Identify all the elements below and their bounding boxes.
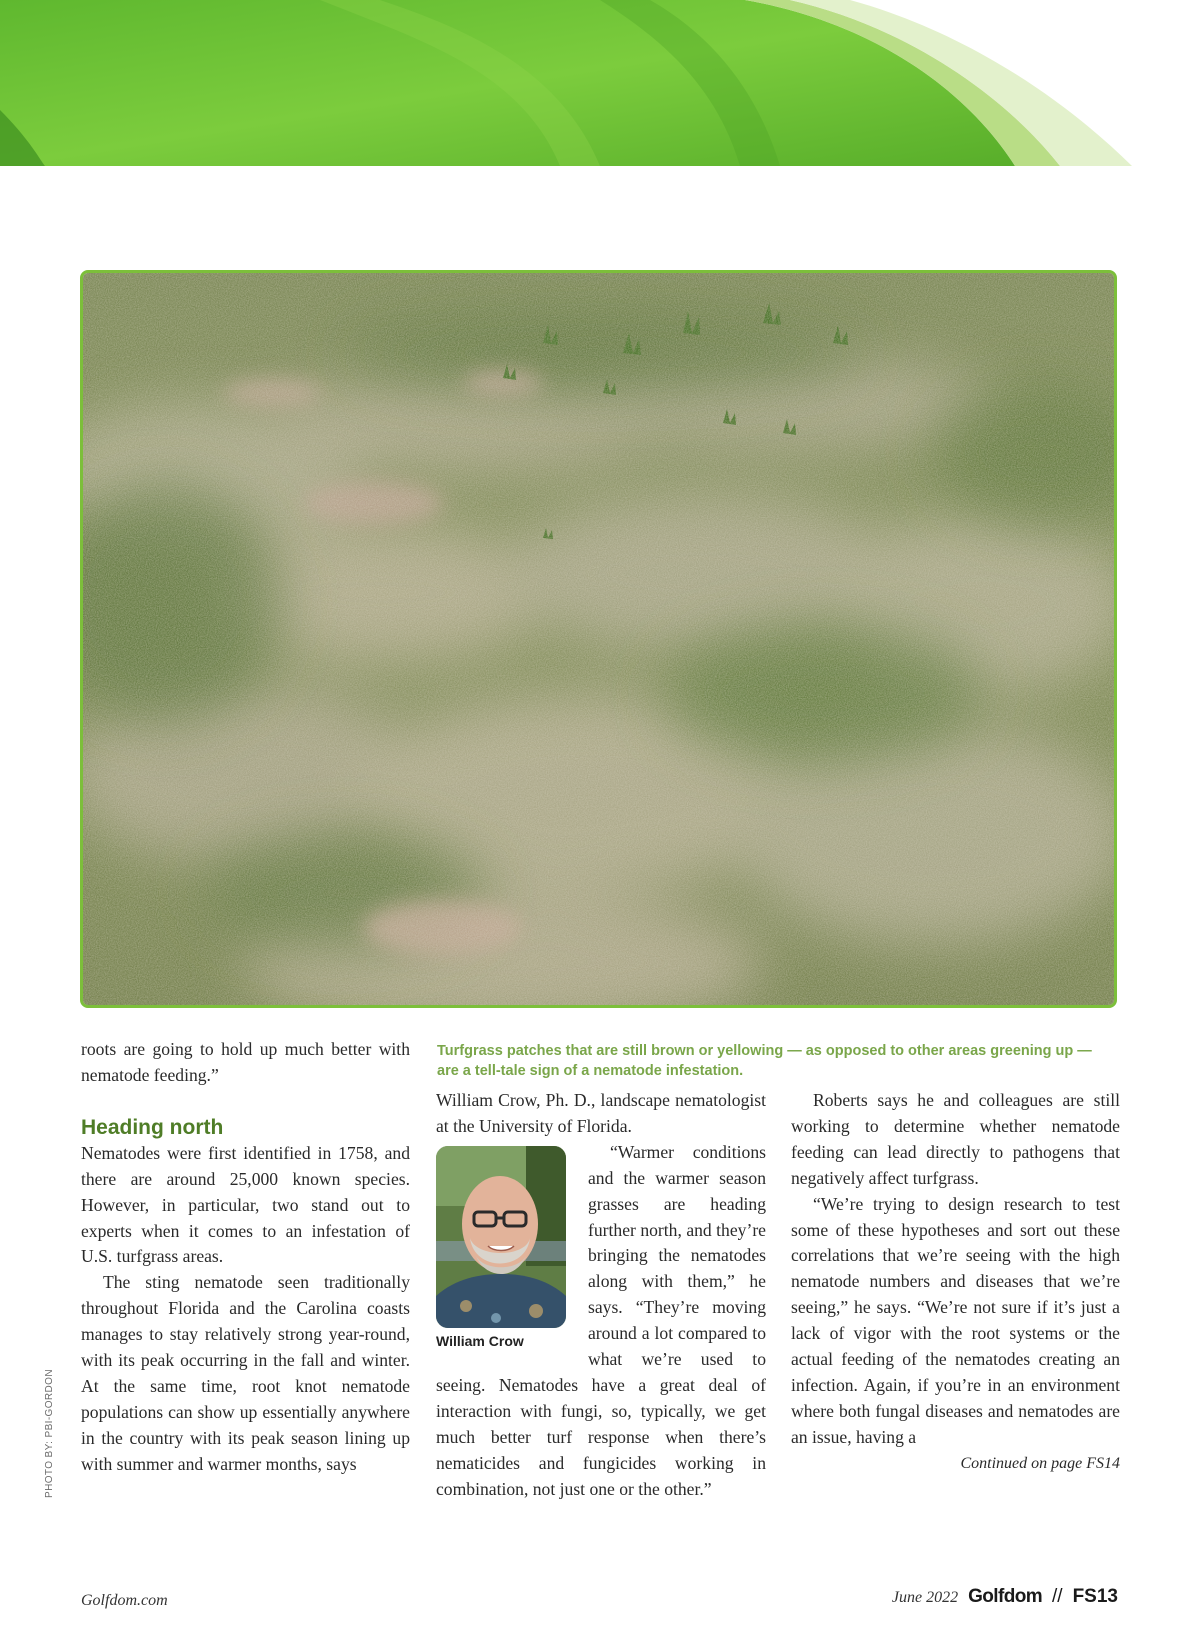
photo-credit: PHOTO BY: PBI-GORDON [44, 1369, 55, 1498]
footer-website: Golfdom.com [81, 1592, 168, 1609]
paragraph: Roberts says he and colleagues are still working to determine whether nematode feeding can lead directly to pathogens that negatively affect turfgrass. [791, 1090, 1120, 1188]
paragraph: William Crow, Ph. D., landscape nematologist at the University of Florida. [436, 1090, 766, 1136]
photo-caption: Turfgrass patches that are still brown or yellowing — as opposed to other areas greening up — are a tell-tale sign of a nematode infestation. [437, 1043, 1092, 1079]
continued-note: Continued on page FS14 [960, 1454, 1120, 1472]
section-heading: Heading north [81, 1115, 224, 1139]
footer-folio [892, 1586, 1118, 1608]
portrait-photo [436, 1146, 566, 1328]
paragraph: The sting nematode seen traditionally throughout Florida and the Carolina coasts manages to stay relatively strong year-round, with its peak occurring in the fall and winter. At the same time, root knot nematode populations can show up essentially anywhere in the country with its peak season lining up with summer and warmer months, says [81, 1272, 410, 1474]
portrait-figure [436, 1146, 576, 1350]
footer-separator: // [1052, 1586, 1063, 1607]
article-column-2 [436, 1088, 766, 1503]
article-column-3 [791, 1088, 1120, 1477]
portrait-caption: William Crow [436, 1332, 524, 1349]
paragraph: Nematodes were first identified in 1758, and there are around 25,000 known species. However, in particular, two stand out to experts when it comes to an infestation of U.S. turfgrass areas. [81, 1142, 410, 1267]
paragraph: “Warmer conditions and the warmer season grasses are heading further north, and they’re bringing the nematodes along with them,” he says. “They’re moving around a lot compared to what we’re used to seeing. Nematodes have a great deal of interaction with fungi, so, typically, we get much better turf response when there’s nematicides and fungicides working in combination, not just one or the other.” [436, 1141, 766, 1499]
header-grass-banner [0, 0, 1200, 170]
article-column-1 [81, 1037, 410, 1478]
paragraph: “We’re trying to design research to test some of these hypotheses and sort out these correlations that we’re seeing with the high nematode numbers and diseases that we’re seeing,” he says. “We’re not sure if it’s just a lack of vigor with the root systems or the actual feeding of the nematodes creating an infection. Again, if you’re in an environment where both fungal diseases and nematodes are an issue, having a [791, 1193, 1120, 1447]
turfgrass-photo [80, 270, 1117, 1008]
footer-date: June 2022 [891, 1589, 959, 1606]
footer-brand-logo: Golfdom [968, 1586, 1043, 1607]
paragraph: roots are going to hold up much better with nematode feeding.” [81, 1039, 410, 1085]
page-number: FS13 [1072, 1586, 1118, 1607]
